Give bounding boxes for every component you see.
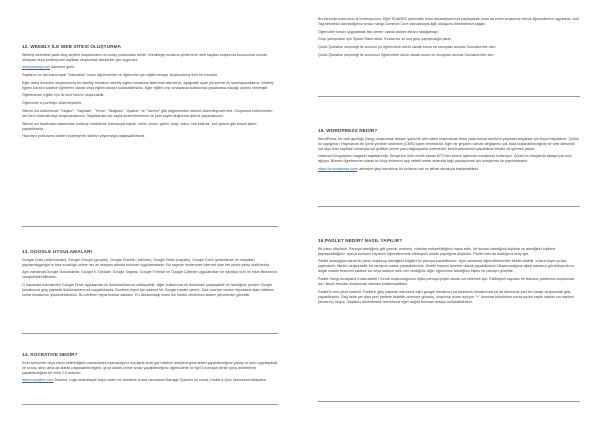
right-page [300,0,600,424]
weebly-link[interactable]: www.weebly.com [22,65,51,70]
google-paragraph-1: Google Doks (dökümanlar), Google Groups (gruplar), Google Sheets ( tablolar), Google Slidis (slaytlar), Google Drive (yedekleme ve dosyaları paylaşma)google'ın bize sunduğu online her an erişimin altında bulunan uygulamalardır. Bu sayede verilerinize internet olan her yerde sahip olabilirsiniz. [22,257,271,267]
socrative-continued-paragraph-2: Öğrenciler sınavı uygulatmak isin center olarak sistem ekranı natağamayı. [318,29,439,34]
weebly-paragraph-2-text: adresine girilir. [50,65,75,70]
padlet-paragraph-2: Padlet aracağıyla sanal bir pano oluşturup istediğiniz bilgileri bu panoya yazabilirsiniz. Aynı zamanda öğrencilerinizden fikirler alabilir, onlara beyin yırtası yaptırabilir, fikirleri oluşturabilir, bir tartışma ortamı yaratabilirsiniz. Ürtelik hepsini ücretsiz olarak yapabilirsiniz.Oluşturacağınız dijital pananızı görüldüyorlarını dilgisi mlakle reseveni sadece siz veya sadece sizin izin verdiğiniz diğer öğrenciniz istediğiniz kişiler bu panoyu görebilir. [318,259,574,274]
padlet-paragraph-1: Bir pano düşünün. Panoya istediğiniz gibi yazılar, resimler, videolar ekleyebildiğiniz hayal edin. Ve bunları istediğiniz kişilerle ve istediğiniz kişilerle paylaşabildiğiniz, ayrıca bunların hepsinin öğrendirerinde etkileşimli olarak yapılığına düşünün. Padlet tam da aradığınız araç işte. [318,246,556,256]
socrative-paragraph-2-text: Teacher Login sekmesiyle kayıt olalım ve öncelikle a ana hazırlama Manage Quizzes ve sonra Create a Quiz sekmesini tıklayalım. [53,378,268,383]
section-title-padlet: 16.PADLET NEDİR? NASIL YAPILIR? [318,238,403,243]
wordpress-paragraph-3-text: / adresine girip kendinize bir kullanıcı adı ve şifresi alınalıyla başlanabiliniz. [357,167,480,172]
socrative-paragraph-1: Sınıf içerisinde veya sözlü belirlediğiniz zamanlarda hazırladığınız sorularla anlık geri bildirim alabileceğiniz,anket yapabileceğiniz,yanlış ve soru uygulayarak ve sonuç alırın ama da alarak paylaşabileceğiniz, grup olarak online sınav yapabileceğiniz,öğrencilerle bir fgill 3 sonuçla dersin çıkış anketlerinp yapabileceğiniz bir Web 2.0 aracıdır. [22,360,278,375]
section-divider [22,333,278,334]
padlet-paragraph-4: Padlet'in ana yüzü sadedir. Padlet'e giriş yapmak isterseniz eğer google hesabınız ya facebook hesabınızla ya da dilerseniz yeni bir hesap oluşturarak giriş yapabilirsiniz. Sağ üstte yer alan yeni padlete tıklabilir oneconir görmüş, oluşturup ekran açılıyor "+" ikonuna tıkladıktan sonra açılan sayfa ortalıkı sırı sayfımi (duvarını) oluşur. Sayfanız düzenlemek istersseniz eğer sağda bulunan araçlar kullanabilirsiniz. [318,289,574,305]
section-title-google-apps: 13. GOOGLE UYGULAMALARI [22,249,93,254]
weebly-paragraph-7: Sitenin üst bölümünde "Oluştur", "Sayfalar", "Tema", "Mağaza", "Ayarlar" ve "Yardım" gibi düğmelerden sitenizi düzenleyecek birli. Oluşturma bölümünden her türlü düzenlemeyi oluşturacaksınız. Sayfalardan ise sayfa düzenlemelerini ve yeni sayfa oluşturma işlerini yapacaksınız. [22,108,273,118]
weebly-paragraph-3: Sayfanın en üst kısmındaki "Education" kısmı öğretmenler ve öğrenciler için eğitim amaçlı oluşturulmuş özel bir kısımdır. [22,72,219,77]
weebly-paragraph-9: Hazırlanı yoldurumu siteleri inceleyerek sitenizi yayınmaya başlayabilirsiniz. [22,134,146,139]
weebly-paragraph-5: Öğretmenler eğitim için iki sınıf tanımı oluşturabilir. [22,93,105,98]
section-socrative-continued [318,17,580,61]
socrative-continued-paragraph-1: Bu ekranda sınavımızı is imversiyonus. Eğer SHARED yanındaki kodu arkadaşlarımıza paylaşacak onlar da bizim sınavımızı kendi öğrencilerine uygularlar. Add Tag sekmesi hazırladığımız sınavı hangi Common Core standardıyla ilgili olduğunu belirtmemizi sağlar. [318,17,579,27]
socrative-continued-paragraph-5: Quick Question seçeneği ile sorunuzu öğrencilere sözlü olarak sorun ve cevapları anında Socrative'den alın. [318,52,495,57]
google-paragraph-2: Aynı zamanda Google Dokümanlar, Google E-Tablolar, Google Slaytlar, Google Formlar ve Google Çizimler uygulamaları ile işbirlikçi hızlı ve etkin fikirlerinizi zenginleştirebilirsiniz. [22,270,277,280]
section-title-socrative: 14. SOCRATIVE NEDİR? [22,352,78,357]
wordpress-link[interactable]: https://tr.wordpress.com [318,167,358,172]
left-page [0,0,298,424]
section-google-apps [22,249,278,301]
section-title-wordpress: 15. WORDPRESS NEDİR? [318,128,378,133]
section-padlet [318,238,580,308]
section-divider [22,404,278,405]
section-wordpress [318,128,580,175]
section-divider [318,96,580,97]
weebly-paragraph-6: Öğrenciler e-portfolyo düzenleyebilir. [22,101,82,106]
section-title-weebly: 12. WEEBLY İLE WEB SİTESİ OLUŞTURMA [22,44,122,49]
wordpress-paragraph-2: National Geographic magazin sayfalarında, Dünya'nın ünlü müzik kanalı MTV'de hobere ajdemde wordpress kullanıyor. Çünkü bu bloglarda aklaya yok hızlı ağlıyor. Bilerde öğretmenler olarak bu blog sistemini app veikeli mede anlendiş tağlı paylaşılmak için wordpress ile yapılmaktadır. [318,154,572,164]
padlet-paragraph-3: Padlet Hangi Amaçlarla Kullanılabilir? Kendi oluşturduğunuz dijital panoya çeşitli olarak not eklemek için. Etkileşimli sayıdan ek farkımız platforma oluşturmak için. Beyin fırtınası oluşturmak sitemek kullanmabilirsiz. [318,277,575,287]
socrative-continued-paragraph-4: Quick Question seçeneği ile sonunu yu öğrencilere sözlü olarak sorun ve cevapları anında Socrative'den alın. [318,45,497,50]
google-paragraph-3: O hazırlada izlemlerden Google Drive uygulaması ile dokümanlarınızı saklayabilir, diğer kullanıcılar ile dokümanı paylaşabilir ve istediğiniz yerden Google hesabınıza giriş yaparak dokümanlarınıza ulaşabilirsiniz. Bunların hepsi için sadece bir Google hesabı yeterli. Size ücretsiz verilen depolama alanı bittikten sonra hesabınızı yükseltebilirsiniz. Bu verilerin hepsi bulutta saklanır. En dezavantajlı kısmı ise tümbu verilerinizi sistem yönetenleri görebilir. [22,283,275,298]
section-weebly [22,44,278,142]
weebly-paragraph-4: Eğer daha önceden oluşturulmuş bir weebly hesabını weebly eğitim hesabına aktarmak isterseniz, aşağıdaki uyarı penceresi ile karşılaşacaksınız. Weebly eğitim kısmını sadece öğretmen olarak veya eğitim amaçlı kullanabilirsiniz. Eğer eğitim dışı amaçlarda kullanılırsa yasaklama olacağı uyarısı verilmiştir. [22,80,274,90]
weebly-paragraph-8: Sitenin sol tarafından tasarımları kullanıp sürükleme metoduyla başlık, metin, resim, galeri, slayt, video, link ekleme, kod görme gibi birçok işlem yapabilirsiniz. [22,121,257,131]
socrative-link[interactable]: www.socrative.com [22,378,54,383]
wordpress-paragraph-1: WordPress, bir web günlüğü (blog) oluşturmak isteyen yada bir web sitesi oluşturacak firma yada kurum tarafının yapmaki stayanlar için biçimi faydalıntır. Çünkü bu sayfgima ı Hsyedarda bir içerik yönetim sistemini (CMS) işaret etmektedir. Eğer bir yeşatım uzman değilseniz çok basit kullanabileceğiniz bir web sitesinde ora diyo özel sayfalar olmasıyla ise grafikle yerine para bilgisayarlar ödemeden kendi websitenizi yapabilme imkânı da görmek ykklar. [318,136,580,151]
wordpress-paragraph-3 [318,167,580,172]
socrative-paragraph-2 [22,378,278,383]
section-socrative [22,352,278,386]
socrative-continued-paragraph-3: Grup yarışmaları için Space Race ideal. Sınavımız ve koş grup yapışmalığa yarar. [318,37,452,42]
section-divider [318,401,580,402]
section-divider [318,206,580,207]
weebly-paragraph-1: Weebly websitesi yada blog seyfesi oluşturmanın en kolay yollarından biridir. Sürükleyip bırakma yöntemi ile web sayfası oluşturma konusunda uzman olmayan veya profesyonel sayfalar oluşturmak isteyenler için uygundur. [22,52,268,62]
section-divider [22,226,278,227]
weebly-paragraph-2 [22,65,278,70]
